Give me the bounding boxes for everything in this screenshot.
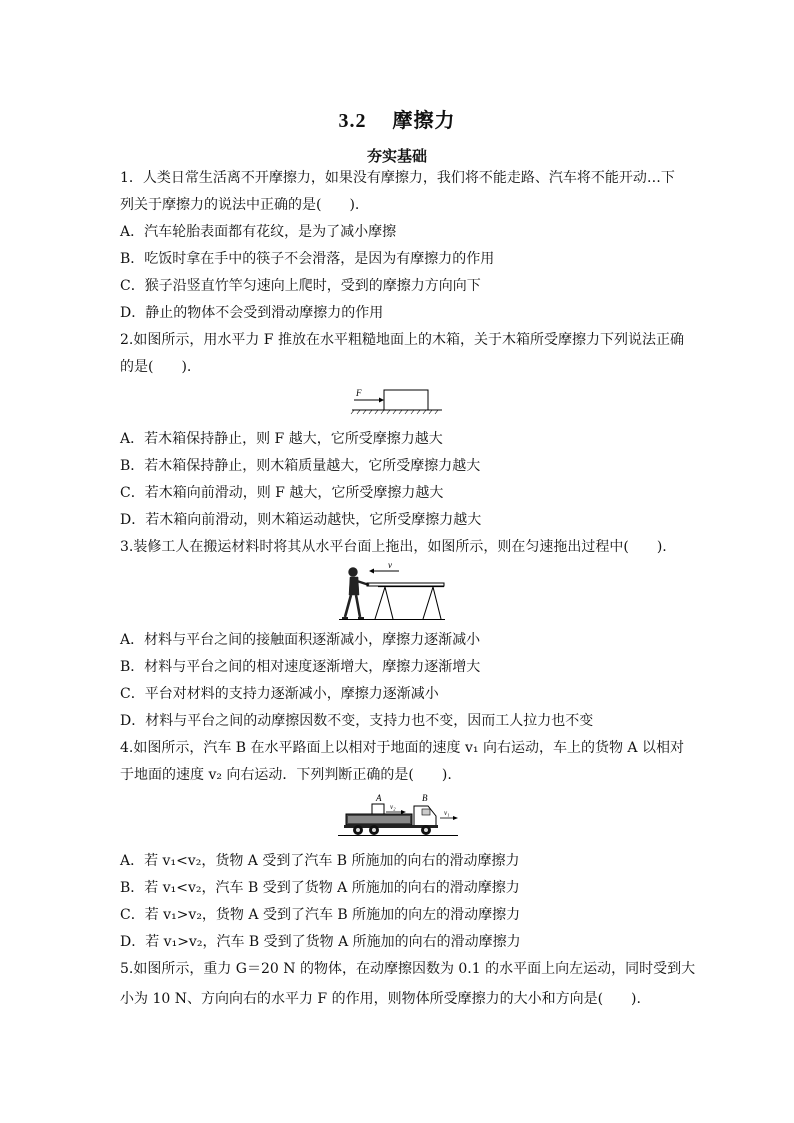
q4-option-c: C．若 v₁>v₂，货物 A 受到了汽车 B 所施加的向左的滑动摩擦力 xyxy=(120,907,521,923)
q2-option-d: D．若木箱向前滑动，则木箱运动越快，它所受摩擦力越大 xyxy=(120,512,482,528)
worker-icon xyxy=(342,568,369,618)
section-subtitle: 夯实基础 xyxy=(366,147,427,165)
q4-option-a: A．若 v₁<v₂，货物 A 受到了汽车 B 所施加的向右的滑动摩擦力 xyxy=(120,853,520,869)
platform-leg-right xyxy=(423,587,433,619)
truck-velocity-label: v₁ xyxy=(444,809,450,817)
q3-figure-worker-pulling-material xyxy=(337,563,447,621)
platform-leg-right-2 xyxy=(433,587,441,619)
q3-option-c: C．平台对材料的支持力逐渐减小，摩擦力逐渐减小 xyxy=(120,686,439,702)
q2-stem-line-2: 的是( ). xyxy=(120,359,192,375)
q1-stem-line-1: 1．人类日常生活离不开摩擦力，如果没有摩擦力，我们将不能走路、汽车将不能开动…下 xyxy=(120,170,675,186)
velocity-label: v xyxy=(388,563,392,570)
velocity-arrow-head xyxy=(369,569,374,574)
ground-hatch xyxy=(351,410,438,414)
q3-stem-line-1: 3.装修工人在搬运材料时将其从水平台面上拖出，如图所示，则在匀速拖出过程中( ). xyxy=(120,539,667,555)
q4-option-b: B．若 v₁<v₂，汽车 B 受到了货物 A 所施加的向右的滑动摩擦力 xyxy=(120,880,520,896)
q4-option-d: D．若 v₁>v₂，汽车 B 受到了货物 A 所施加的向右的滑动摩擦力 xyxy=(120,934,521,950)
force-label: F xyxy=(356,388,362,398)
q2-option-c: C．若木箱向前滑动，则 F 越大，它所受摩擦力越大 xyxy=(120,485,444,501)
q2-option-b: B．若木箱保持静止，则木箱质量越大，它所受摩擦力越大 xyxy=(120,458,481,474)
cargo-velocity-label: v₂ xyxy=(390,803,396,811)
q4-figure-truck-with-cargo xyxy=(336,792,460,840)
platform-leg-left xyxy=(375,587,385,619)
q4-stem-line-1: 4.如图所示，汽车 B 在水平路面上以相对于地面的速度 v₁ 向右运动，车上的货物 A 以相对 xyxy=(120,740,684,756)
q1-stem-line-2: 列关于摩擦力的说法中正确的是( ). xyxy=(120,197,360,213)
q1-option-c: C．猴子沿竖直竹竿匀速向上爬时，受到的摩擦力方向向下 xyxy=(120,278,481,294)
q2-figure-box-on-ground xyxy=(350,385,446,417)
platform-leg-left-2 xyxy=(385,587,393,619)
q4-stem-line-2: 于地面的速度 v₂ 向右运动．下列判断正确的是( ). xyxy=(120,767,452,783)
page-title xyxy=(0,104,794,133)
q5-stem-line-1: 5.如图所示，重力 G＝20 N 的物体，在动摩擦因数为 0.1 的水平面上向左运动，同时受到大 xyxy=(120,961,696,977)
q3-option-d: D．材料与平台之间的动摩擦因数不变，支持力也不变，因而工人拉力也不变 xyxy=(120,713,594,729)
material-plank xyxy=(367,583,444,586)
truck-velocity-arrow-head xyxy=(453,816,458,820)
wooden-box xyxy=(384,390,428,410)
cargo-box xyxy=(372,804,384,814)
force-arrow-head xyxy=(379,398,384,403)
cargo-velocity-arrow-head xyxy=(401,810,406,814)
q1-option-a: A．汽车轮胎表面都有花纹，是为了减小摩擦 xyxy=(120,224,397,240)
q1-option-b: B．吃饭时拿在手中的筷子不会滑落，是因为有摩擦力的作用 xyxy=(120,251,495,267)
truck-label: B xyxy=(422,793,428,803)
section-number: 3.2 xyxy=(338,110,367,132)
q5-stem-line-2: 小为 10 N、方向向右的水平力 F 的作用，则物体所受摩擦力的大小和方向是( ). xyxy=(120,991,641,1007)
q1-option-d: D．静止的物体不会受到滑动摩擦力的作用 xyxy=(120,305,384,321)
q3-option-a: A．材料与平台之间的接触面积逐渐减小，摩擦力逐渐减小 xyxy=(120,632,481,648)
section-title: 摩擦力 xyxy=(392,108,456,132)
q3-option-b: B．材料与平台之间的相对速度逐渐增大，摩擦力逐渐增大 xyxy=(120,659,481,675)
cargo-label: A xyxy=(376,793,382,803)
q2-stem-line-1: 2.如图所示，用水平力 F 推放在水平粗糙地面上的木箱，关于木箱所受摩擦力下列说法正确 xyxy=(120,332,684,348)
q2-option-a: A．若木箱保持静止，则 F 越大，它所受摩擦力越大 xyxy=(120,431,443,447)
